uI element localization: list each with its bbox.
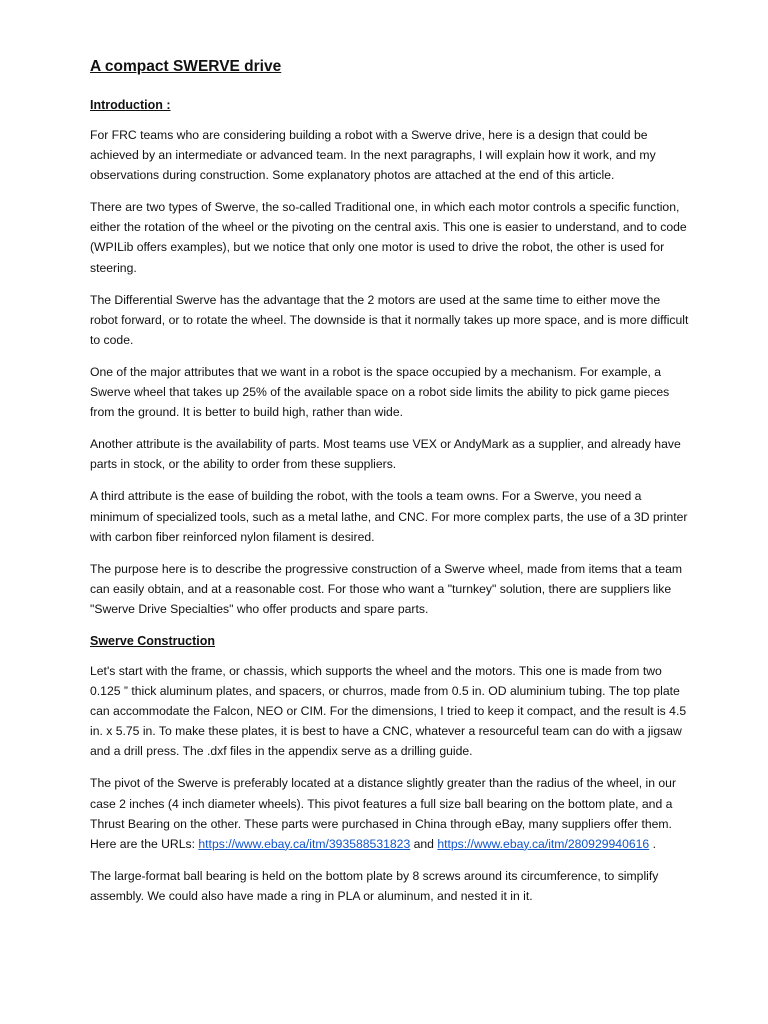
intro-paragraph-1: For FRC teams who are considering building a robot with a Swerve drive, here is a design that could be achieved by an intermediate or advanced team. In the next paragraphs, I will explain how it work, and my observations during construction. Some explanatory photos are attached at the end of this article. [90, 128, 656, 183]
intro-paragraph-5: Another attribute is the availability of parts. Most teams use VEX or AndyMark as a supplier, and already have parts in stock, or the ability to order from these suppliers. [90, 437, 681, 472]
introduction-heading: Introduction : [90, 98, 171, 112]
intro-paragraph-4: One of the major attributes that we want in a robot is the space occupied by a mechanism. For example, a Swerve wheel that takes up 25% of the available space on a robot side limits the ability to pick game pieces from the ground. It is better to build high, rather than wide. [90, 364, 670, 420]
intro-paragraph-6: A third attribute is the ease of building the robot, with the tools a team owns. For a Swerve, you need a minimum of specialized tools, such as a metal lathe, and CNC. For more complex parts, the use of a 3D printer with carbon fiber reinforced nylon filament is desired. [90, 489, 688, 544]
construction-paragraph-2 [90, 773, 690, 853]
construction-p2-text-before: The pivot of the Swerve is preferably located at a distance slightly greater than the radius of the wheel, in our case 2 inches (4 inch diameter wheels). This pivot features a full size ball bearing on the bottom plate, and a Thrust Bearing on the other. These parts were purchased in China through eBay, many suppliers offer them. Here are the URLs: [90, 776, 677, 851]
construction-paragraph-1: Let's start with the frame, or chassis, which supports the wheel and the motors. This one is made from two 0.125 ” thick aluminum plates, and spacers, or churros, made from 0.5 in. OD aluminium tubing. The top plate can accommodate the Falcon, NEO or CIM. For the dimensions, I tried to keep it compact, and the result is 4.5 in. x 5.75 in. To make these plates, it is best to have a CNC, whatever a resourceful team can do with a jigsaw and a drill press. The .dxf files in the appendix serve as a drilling guide. [90, 663, 687, 759]
ebay-link-bearing-2[interactable]: https://www.ebay.ca/itm/280929940616 [437, 836, 650, 851]
ebay-link-bearing-1[interactable]: https://www.ebay.ca/itm/393588531823 [198, 836, 411, 851]
document-page [90, 56, 690, 918]
construction-paragraph-3: The large-format ball bearing is held on the bottom plate by 8 screws around its circumference, to simplify assembly. We could also have made a ring in PLA or aluminum, and nested it in it. [90, 868, 659, 903]
intro-paragraph-7: The purpose here is to describe the progressive construction of a Swerve wheel, made from items that a team can easily obtain, and at a reasonable cost. For those who want a "turnkey" solution, there are suppliers like "Swerve Drive Specialties" who offer products and spare parts. [90, 561, 683, 616]
intro-paragraph-3: The Differential Swerve has the advantage that the 2 motors are used at the same time to either move the robot forward, or to rotate the wheel. The downside is that it normally takes up more space, and is more difficult to code. [90, 292, 689, 347]
construction-p2-text-between: and [410, 836, 438, 851]
construction-p2-text-after: . [649, 836, 656, 851]
swerve-construction-heading: Swerve Construction [90, 633, 216, 648]
intro-paragraph-2: There are two types of Swerve, the so-called Traditional one, in which each motor controls a specific function, either the rotation of the wheel or the pivoting on the central axis. This one is easier to understand, and to code (WPILib offers examples), but we notice that only one motor is used to drive the robot, the other is used for steering. [90, 200, 687, 275]
document-title: A compact SWERVE drive [90, 58, 282, 75]
